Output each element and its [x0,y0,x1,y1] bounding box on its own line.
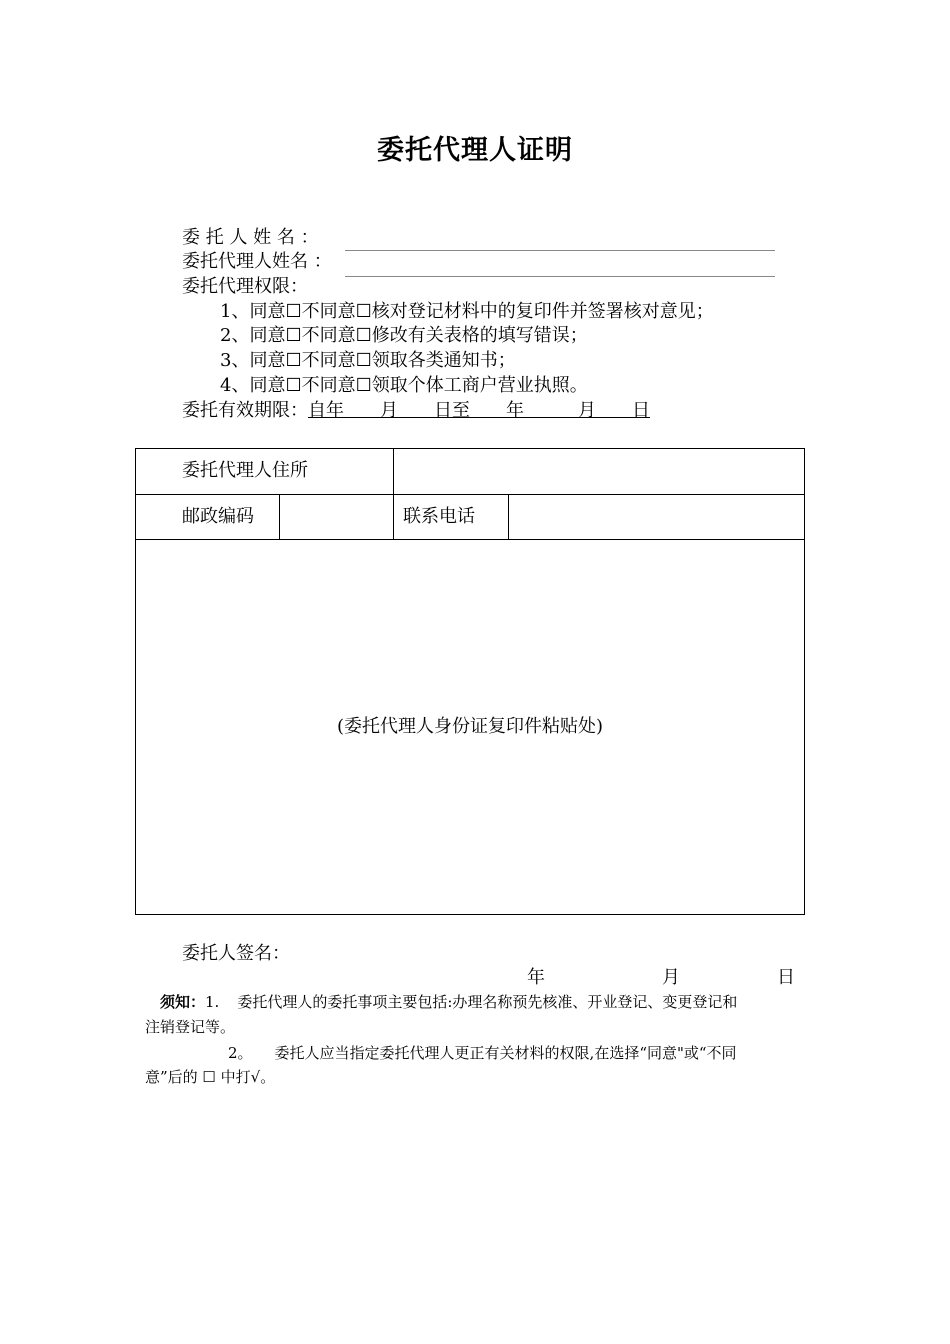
signature-year: 年 [527,967,545,988]
note-item-1-cont: 注销登记等。 [145,1018,236,1036]
validity-label: 委托有效期限： [182,400,308,421]
note-item-2-cont: 意”后的 ☐ 中打√。 [145,1068,276,1086]
authority-item-4[interactable]: 4、同意☐不同意☐领取个体工商户营业执照。 [220,375,588,396]
signature-label: 委托人签名： [182,943,290,964]
table-row-divider [136,494,804,495]
principal-name-field[interactable] [345,250,775,251]
authority-item-1[interactable]: 1、同意☐不同意☐核对登记材料中的复印件并签署核对意见； [220,301,714,322]
agent-name-field[interactable] [345,276,775,277]
authority-item-2[interactable]: 2、同意☐不同意☐修改有关表格的填写错误； [220,325,588,346]
note-item-1-text: 委托代理人的委托事项主要包括:办理名称预先核准、开业登记、变更登记和 [237,993,738,1011]
note-item-2-text: 委托人应当指定委托代理人更正有关材料的权限,在选择“同意"或“不同 [274,1044,737,1062]
authority-item-3[interactable]: 3、同意☐不同意☐领取各类通知书； [220,350,516,371]
note-item-2-number: 2。 [228,1044,253,1062]
signature-day: 日 [777,967,795,988]
address-label: 委托代理人住所 [182,460,308,481]
postcode-input[interactable] [284,499,388,535]
validity-row [182,399,650,423]
authority-label: 委托代理权限： [182,276,308,297]
postcode-label: 邮政编码 [182,506,254,527]
table-col-divider [393,449,394,539]
phone-label: 联系电话 [403,506,475,527]
principal-name-label: 委 托 人 姓 名 ： [182,227,319,248]
phone-input[interactable] [513,499,798,535]
agent-info-table [135,448,805,915]
note-heading: 须知： [160,993,206,1011]
table-col-divider [508,494,509,539]
note-item-1-number: 1. [205,993,220,1011]
signature-month: 月 [662,967,680,988]
agent-name-label: 委托代理人姓名 ： [182,251,332,272]
note-item-2 [228,1042,737,1064]
address-input[interactable] [398,454,798,490]
validity-value[interactable]: 自年 月 日至 年 月 日 [308,400,650,421]
note-item-1 [160,991,737,1013]
table-col-divider [279,494,280,539]
id-paste-area: (委托代理人身份证复印件粘贴处) [336,716,604,737]
page-title: 委托代理人证明 [377,135,573,166]
table-row-divider [136,539,804,540]
